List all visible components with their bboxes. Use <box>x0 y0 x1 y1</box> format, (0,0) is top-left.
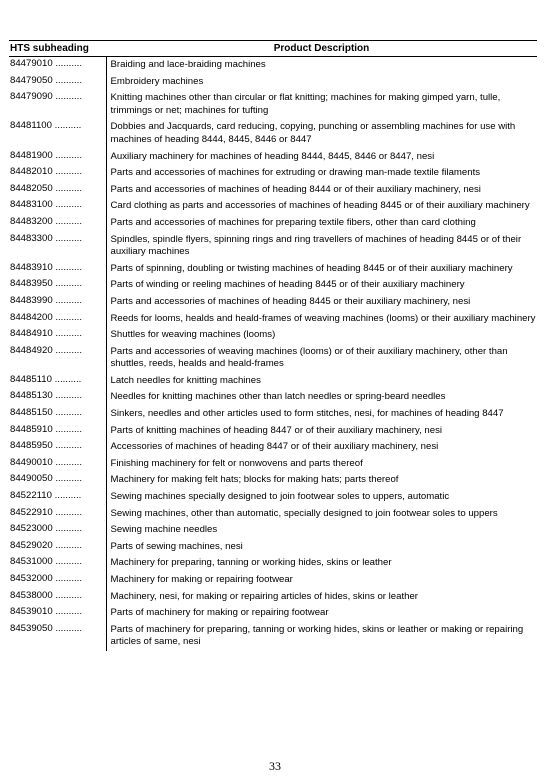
table-row <box>9 182 537 199</box>
hts-code: 84483200 .......... <box>10 215 83 227</box>
table-row <box>9 232 537 261</box>
hts-code: 84479090 .......... <box>10 91 83 103</box>
table-row <box>9 605 537 622</box>
hts-code: 84481100 .......... <box>10 120 82 132</box>
table-row <box>9 406 537 423</box>
product-description: Needles for knitting machines other than latch needles or spring-beard needles <box>106 389 537 406</box>
product-description: Machinery for making felt hats; blocks for making hats; parts thereof <box>106 472 537 489</box>
product-description: Card clothing as parts and accessories of machines of heading 8445 or of their auxiliary machinery <box>106 198 537 215</box>
product-description: Spindles, spindle flyers, spinning rings and ring travellers of machines of heading 8445 or of their auxiliary machines <box>106 232 537 261</box>
product-description: Parts of machinery for making or repairing footwear <box>106 605 537 622</box>
table-row <box>9 423 537 440</box>
table-row <box>9 439 537 456</box>
header-product-description: Product Description <box>106 41 537 57</box>
hts-code: 84479010 .......... <box>10 58 83 69</box>
table-row <box>9 277 537 294</box>
hts-code: 84485950 .......... <box>10 440 83 452</box>
hts-code: 84529020 .......... <box>10 539 83 551</box>
product-description: Parts and accessories of machines of heading 8444 or of their auxiliary machinery, nesi <box>106 182 537 199</box>
table-row <box>9 472 537 489</box>
hts-code: 84481900 .......... <box>10 149 83 161</box>
hts-code: 84532000 .......... <box>10 573 83 584</box>
table-row <box>9 149 537 166</box>
table-row <box>9 373 537 390</box>
table-row <box>9 539 537 556</box>
table-row <box>9 522 537 539</box>
hts-code: 84483990 .......... <box>10 294 83 306</box>
product-description: Parts and accessories of machines of heading 8445 or their auxiliary machinery, nesi <box>106 294 537 311</box>
table-row <box>9 165 537 182</box>
hts-code: 84490010 .......... <box>10 456 83 468</box>
hts-code: 84522910 .......... <box>10 506 83 518</box>
product-description: Shuttles for weaving machines (looms) <box>106 327 537 344</box>
product-description: Sewing machines specially designed to join footwear soles to uppers, automatic <box>106 489 537 506</box>
table-row <box>9 215 537 232</box>
product-description: Auxiliary machinery for machines of heading 8444, 8445, 8446 or 8447, nesi <box>106 149 537 166</box>
product-description: Parts of knitting machines of heading 8447 or of their auxiliary machinery, nesi <box>106 423 537 440</box>
table-row <box>9 489 537 506</box>
hts-code: 84482050 .......... <box>10 182 83 194</box>
product-description: Parts of sewing machines, nesi <box>106 539 537 556</box>
product-description: Machinery, nesi, for making or repairing articles of hides, skins or leather <box>106 589 537 606</box>
hts-code: 84484920 .......... <box>10 344 83 356</box>
product-description: Parts of spinning, doubling or twisting machines of heading 8445 or of their auxiliary machinery <box>106 261 537 278</box>
table-row <box>9 456 537 473</box>
header-hts-subheading: HTS subheading <box>9 41 106 57</box>
hts-code: 84538000 .......... <box>10 589 83 601</box>
product-description: Latch needles for knitting machines <box>106 373 537 390</box>
hts-code: 84484200 .......... <box>10 311 83 323</box>
table-row <box>9 74 537 91</box>
table-row <box>9 344 537 373</box>
hts-code: 84531000 .......... <box>10 556 83 568</box>
hts-code: 84484910 .......... <box>10 328 83 340</box>
table-row <box>9 555 537 572</box>
hts-table <box>9 40 537 651</box>
product-description: Parts and accessories of machines for extruding or drawing man-made textile filaments <box>106 165 537 182</box>
hts-code: 84539010 .......... <box>10 606 83 618</box>
product-description: Dobbies and Jacquards, card reducing, copying, punching or assembling machines for use with machines of heading 8444, 8445, 8446 or 8447 <box>106 119 537 148</box>
hts-code: 84523000 .......... <box>10 523 83 535</box>
product-description: Braiding and lace-braiding machines <box>106 57 537 74</box>
table-row <box>9 506 537 523</box>
product-description: Reeds for looms, healds and heald-frames of weaving machines (looms) or their auxiliary machinery <box>106 311 537 328</box>
hts-table-container <box>9 40 537 651</box>
hts-code: 84485910 .......... <box>10 423 83 435</box>
product-description: Sewing machine needles <box>106 522 537 539</box>
table-row <box>9 119 537 148</box>
product-description: Machinery for making or repairing footwear <box>106 572 537 589</box>
hts-code: 84483910 .......... <box>10 261 83 273</box>
product-description: Machinery for preparing, tanning or working hides, skins or leather <box>106 555 537 572</box>
product-description: Parts of machinery for preparing, tanning or working hides, skins or leather or making or repairing articles of same, nesi <box>106 622 537 651</box>
hts-code: 84485130 .......... <box>10 390 83 402</box>
hts-code: 84482010 .......... <box>10 166 83 178</box>
table-row <box>9 294 537 311</box>
hts-code: 84483950 .......... <box>10 278 83 290</box>
product-description: Parts and accessories of weaving machines (looms) or of their auxiliary machinery, other than shuttles, reeds, healds and heald-frames <box>106 344 537 373</box>
table-row <box>9 589 537 606</box>
page-number: 33 <box>269 759 281 773</box>
hts-code: 84485110 .......... <box>10 373 82 385</box>
table-row <box>9 327 537 344</box>
product-description: Parts of winding or reeling machines of heading 8445 or of their auxiliary machinery <box>106 277 537 294</box>
table-body <box>9 57 537 651</box>
hts-code: 84483300 .......... <box>10 232 83 244</box>
hts-code: 84479050 .......... <box>10 74 83 86</box>
product-description: Embroidery machines <box>106 74 537 91</box>
product-description: Sinkers, needles and other articles used to form stitches, nesi, for machines of heading 8447 <box>106 406 537 423</box>
table-row <box>9 57 537 74</box>
hts-code: 84485150 .......... <box>10 407 83 419</box>
product-description: Sewing machines, other than automatic, specially designed to join footwear soles to uppers <box>106 506 537 523</box>
hts-code: 84490050 .......... <box>10 473 83 485</box>
hts-code: 84522110 .......... <box>10 490 82 502</box>
product-description: Parts and accessories of machines for preparing textile fibers, other than card clothing <box>106 215 537 232</box>
product-description: Accessories of machines of heading 8447 or of their auxiliary machinery, nesi <box>106 439 537 456</box>
product-description: Finishing machinery for felt or nonwovens and parts thereof <box>106 456 537 473</box>
table-row <box>9 90 537 119</box>
table-header-row <box>9 41 537 57</box>
table-row <box>9 198 537 215</box>
hts-code: 84539050 .......... <box>10 622 83 634</box>
hts-code: 84483100 .......... <box>10 199 83 211</box>
table-row <box>9 261 537 278</box>
product-description: Knitting machines other than circular or flat knitting; machines for making gimped yarn, tulle, trimmings or net; machines for tufting <box>106 90 537 119</box>
table-row <box>9 572 537 589</box>
table-row <box>9 622 537 651</box>
table-row <box>9 389 537 406</box>
table-row <box>9 311 537 328</box>
